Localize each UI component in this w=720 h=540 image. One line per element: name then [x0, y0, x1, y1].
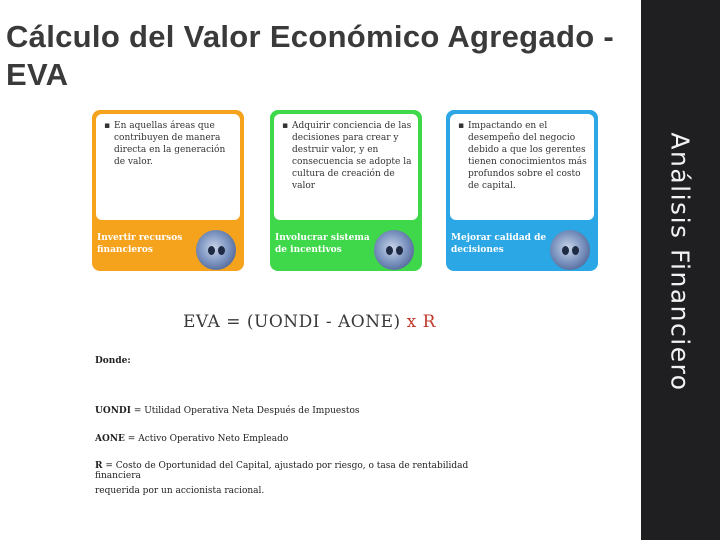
card-label: Mejorar calidad de decisiones	[451, 233, 547, 255]
formula-main: EVA = (UONDI - AONE)	[183, 312, 401, 332]
definition-text: = Costo de Oportunidad del Capital, ajustado por riesgo, o tasa de rentabilidad financiera	[95, 461, 469, 481]
definition-term: R	[95, 461, 103, 471]
avatar-icon	[550, 230, 590, 270]
card-text: Impactando en el desempeño del negocio debido a que los gerentes tienen conocimientos más profundos sobre el costo de capital.	[468, 121, 587, 191]
card-text: En aquellas áreas que contribuyen de manera directa en la generación de valor.	[114, 121, 226, 167]
bullet-icon: ▪	[104, 121, 111, 131]
formula-factor: x R	[406, 312, 436, 332]
definition-text: = Utilidad Operativa Neta Después de Impuestos	[133, 406, 360, 416]
card-body	[274, 114, 418, 220]
definition-r	[95, 461, 505, 481]
card-involucrar-sistema	[270, 110, 422, 271]
bullet-icon: ▪	[458, 121, 465, 131]
definition-text: = Activo Operativo Neto Empleado	[127, 434, 289, 444]
card-text: Adquirir conciencia de las decisiones para crear y destruir valor, y en consecuencia se adopte la cultura de creación de valor	[292, 121, 412, 191]
card-label: Involucrar sistema de incentivos	[275, 233, 370, 255]
card-mejorar-calidad	[446, 110, 598, 271]
bullet-icon: ▪	[282, 121, 289, 131]
card-invertir-recursos	[92, 110, 244, 271]
card-label: Invertir recursos financieros	[97, 233, 183, 255]
card-body	[96, 114, 240, 220]
definition-r-continued: requerida por un accionista racional.	[95, 486, 265, 496]
card-body	[450, 114, 594, 220]
page-title: Cálculo del Valor Económico Agregado -EVA	[6, 19, 614, 92]
definition-term: AONE	[95, 434, 125, 444]
avatar-icon	[374, 230, 414, 270]
eva-formula	[183, 312, 436, 332]
sidebar-title: Análisis Financiero	[665, 132, 695, 392]
definition-uondi	[95, 406, 360, 416]
definition-term: UONDI	[95, 406, 131, 416]
card-description	[282, 120, 414, 192]
avatar-icon	[196, 230, 236, 270]
donde-label: Donde:	[95, 356, 131, 366]
card-description	[104, 120, 236, 168]
definition-aone	[95, 434, 288, 444]
card-description	[458, 120, 590, 192]
